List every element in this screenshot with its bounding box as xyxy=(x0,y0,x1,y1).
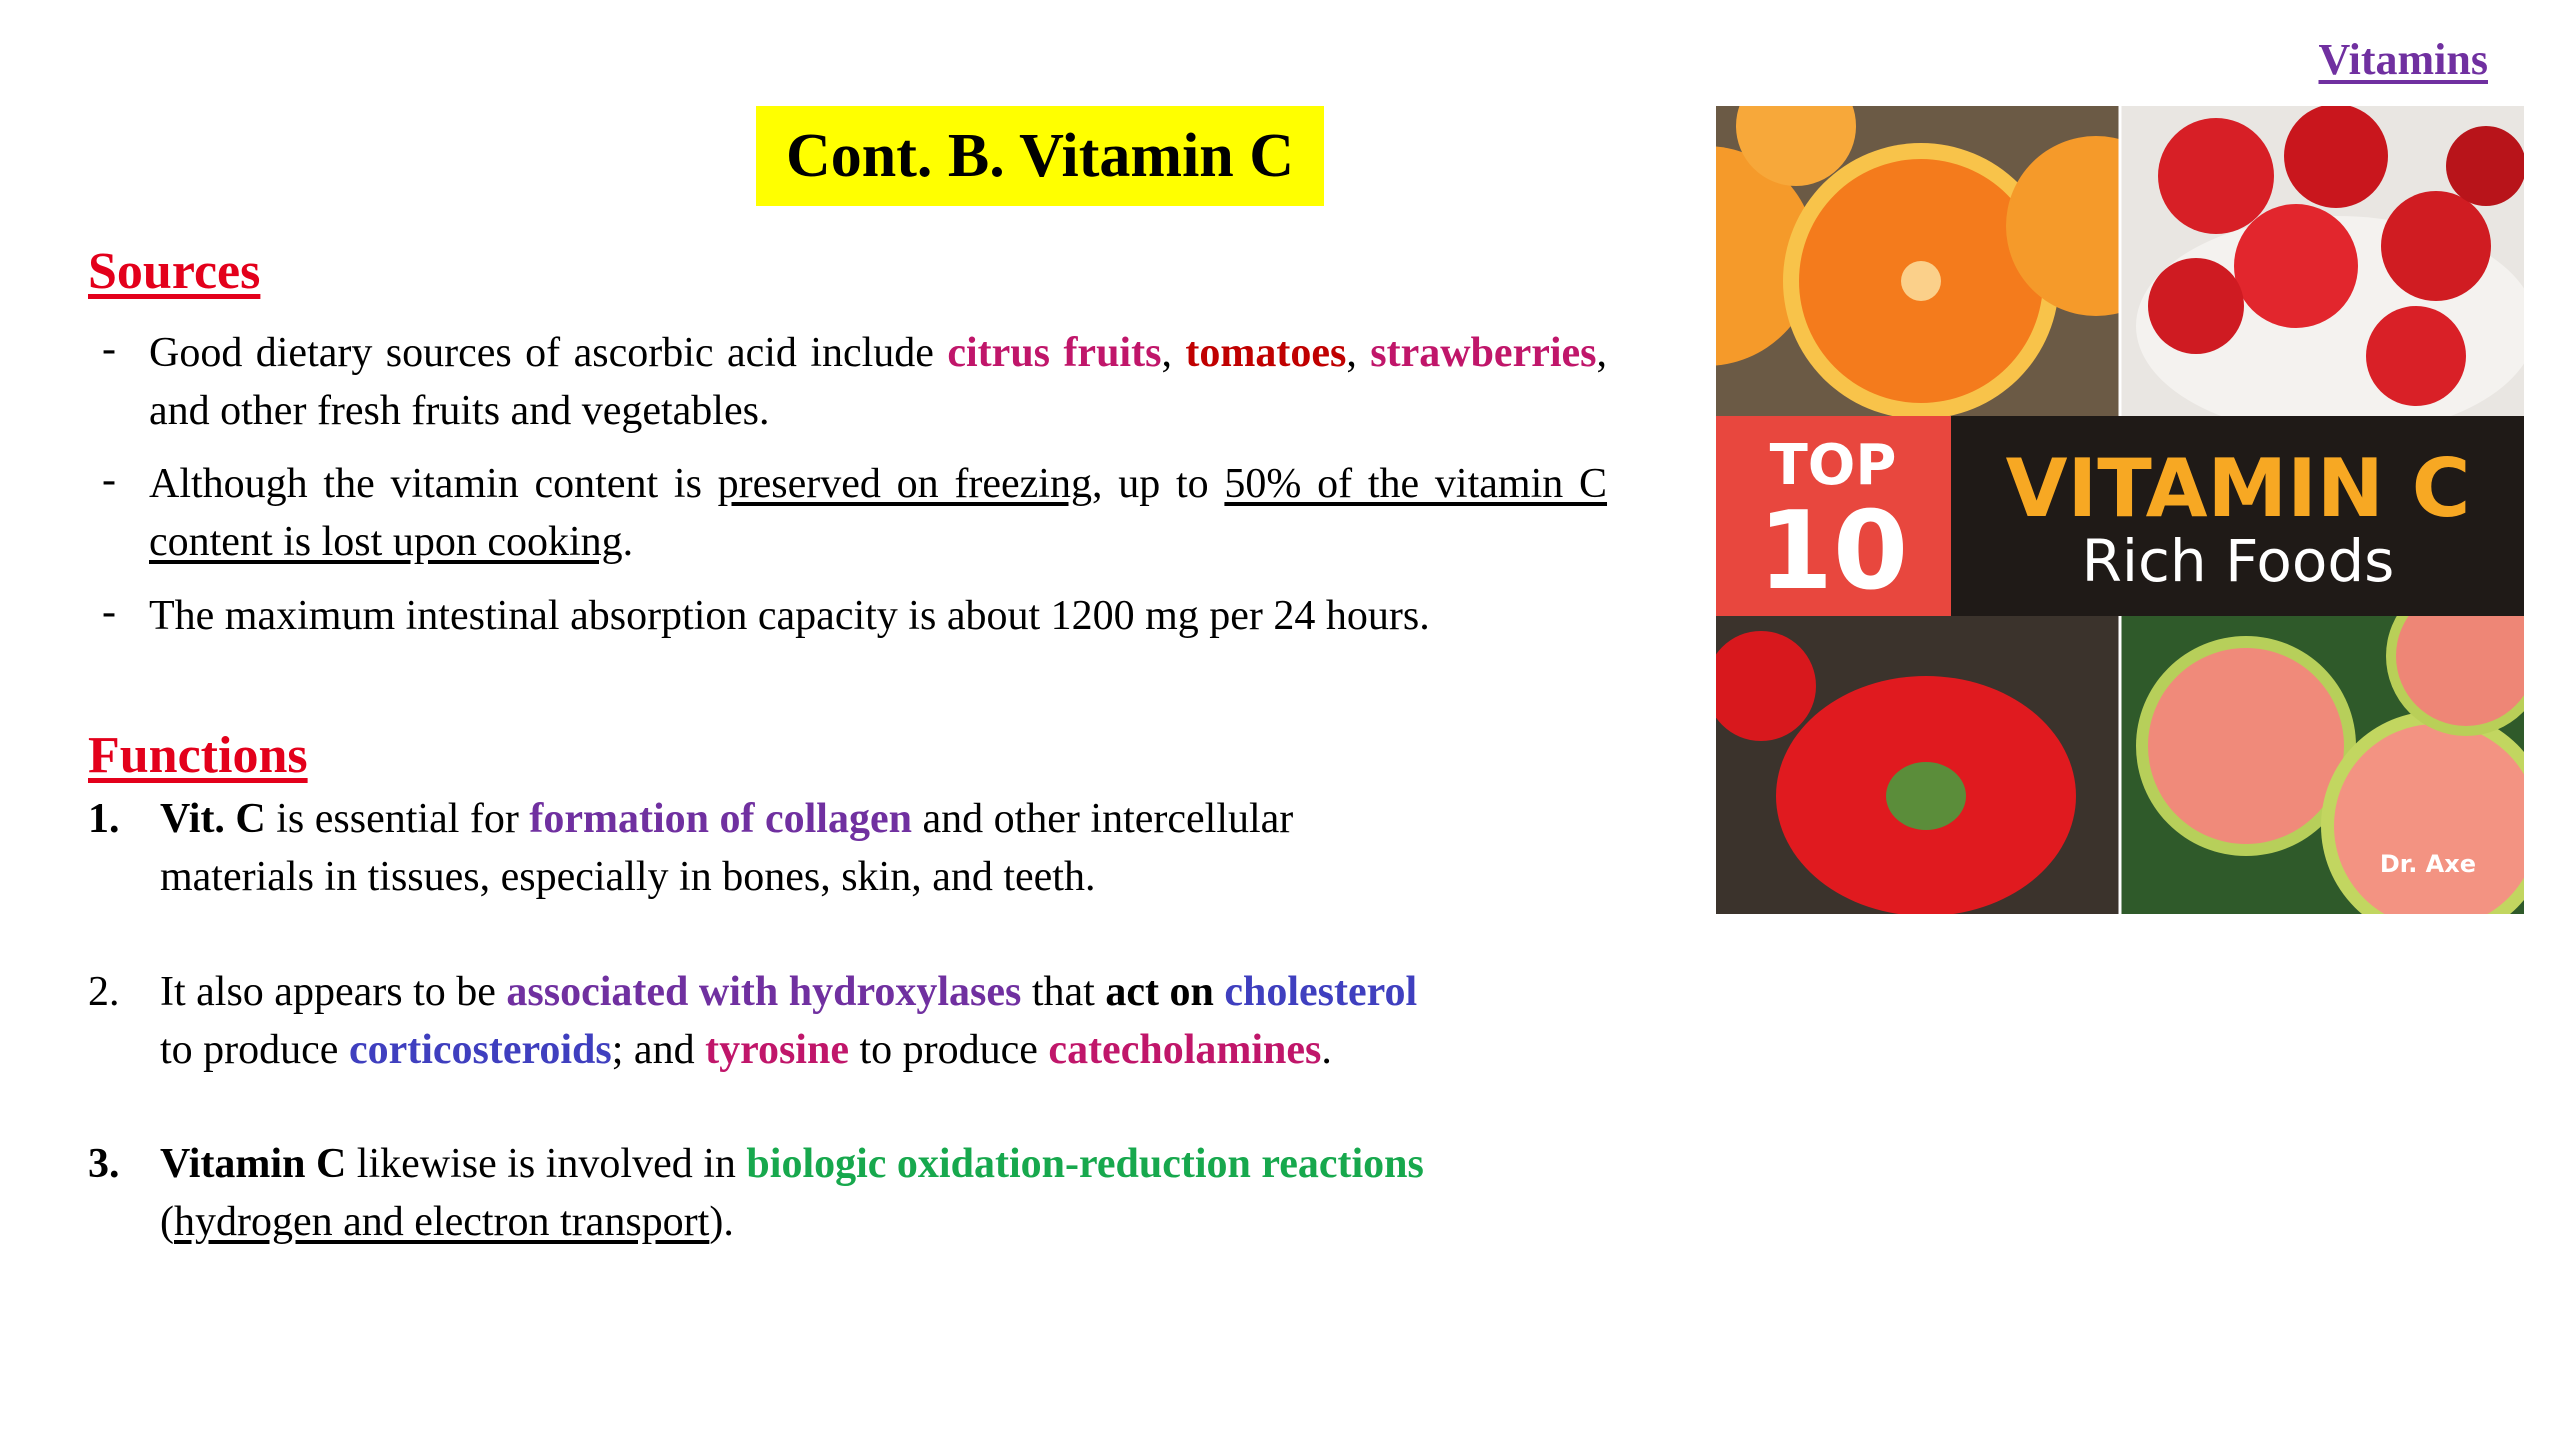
ten-label: 10 xyxy=(1757,489,1909,614)
function-number: 2. xyxy=(88,969,120,1015)
vitamin-c-label: VITAMIN C xyxy=(2005,442,2471,535)
brand-watermark: Dr. Axe xyxy=(2379,850,2476,878)
strawberry xyxy=(2366,306,2466,406)
strawberry xyxy=(2446,126,2524,206)
slide-title: Cont. B. Vitamin C xyxy=(756,106,1324,206)
rich-foods-label: Rich Foods xyxy=(2081,527,2395,595)
bullet-marker: - xyxy=(102,457,116,503)
strawberry xyxy=(2148,258,2244,354)
orange-center xyxy=(1901,261,1941,301)
function-item-3: Vitamin C likewise is involved in biologic oxidation-reduction reactions (hydrogen and electron transport). xyxy=(160,1141,1424,1245)
bullet-marker: - xyxy=(102,326,116,372)
functions-heading: Functions xyxy=(88,727,308,784)
bullet-marker: - xyxy=(102,589,116,635)
strawberry xyxy=(2381,191,2491,301)
sources-item-1: Good dietary sources of ascorbic acid include citrus fruits, tomatoes, strawberries, and other fresh fruits and vegetables. xyxy=(149,330,1608,434)
guava-flesh xyxy=(2148,648,2344,844)
vitamins-nav-link[interactable]: Vitamins xyxy=(2318,35,2488,84)
vitamin-c-foods-image xyxy=(1716,106,2524,914)
sources-item-2: Although the vitamin content is preserved on freezing, up to 50% of the vitamin C content is lost upon cooking. xyxy=(149,461,1608,565)
sources-item-3: The maximum intestinal absorption capacity is about 1200 mg per 24 hours. xyxy=(149,593,1430,639)
sources-heading: Sources xyxy=(88,243,261,300)
pepper-stem xyxy=(1886,762,1966,830)
strawberry xyxy=(2234,204,2358,328)
food-collage-graphic xyxy=(1716,106,2524,914)
function-item-2: It also appears to be associated with hydroxylases that act on cholesterol to produce corticosteroids; and tyrosine to produce catecholamines. xyxy=(160,969,1418,1073)
function-number: 1. xyxy=(88,796,120,842)
function-number: 3. xyxy=(88,1141,120,1187)
strawberry xyxy=(2284,106,2388,208)
strawberry xyxy=(2158,118,2274,234)
top-label: TOP xyxy=(1769,433,1897,498)
function-item-1: Vit. C is essential for formation of collagen and other intercellular materials in tissues, especially in bones, skin, and teeth. xyxy=(160,796,1294,900)
